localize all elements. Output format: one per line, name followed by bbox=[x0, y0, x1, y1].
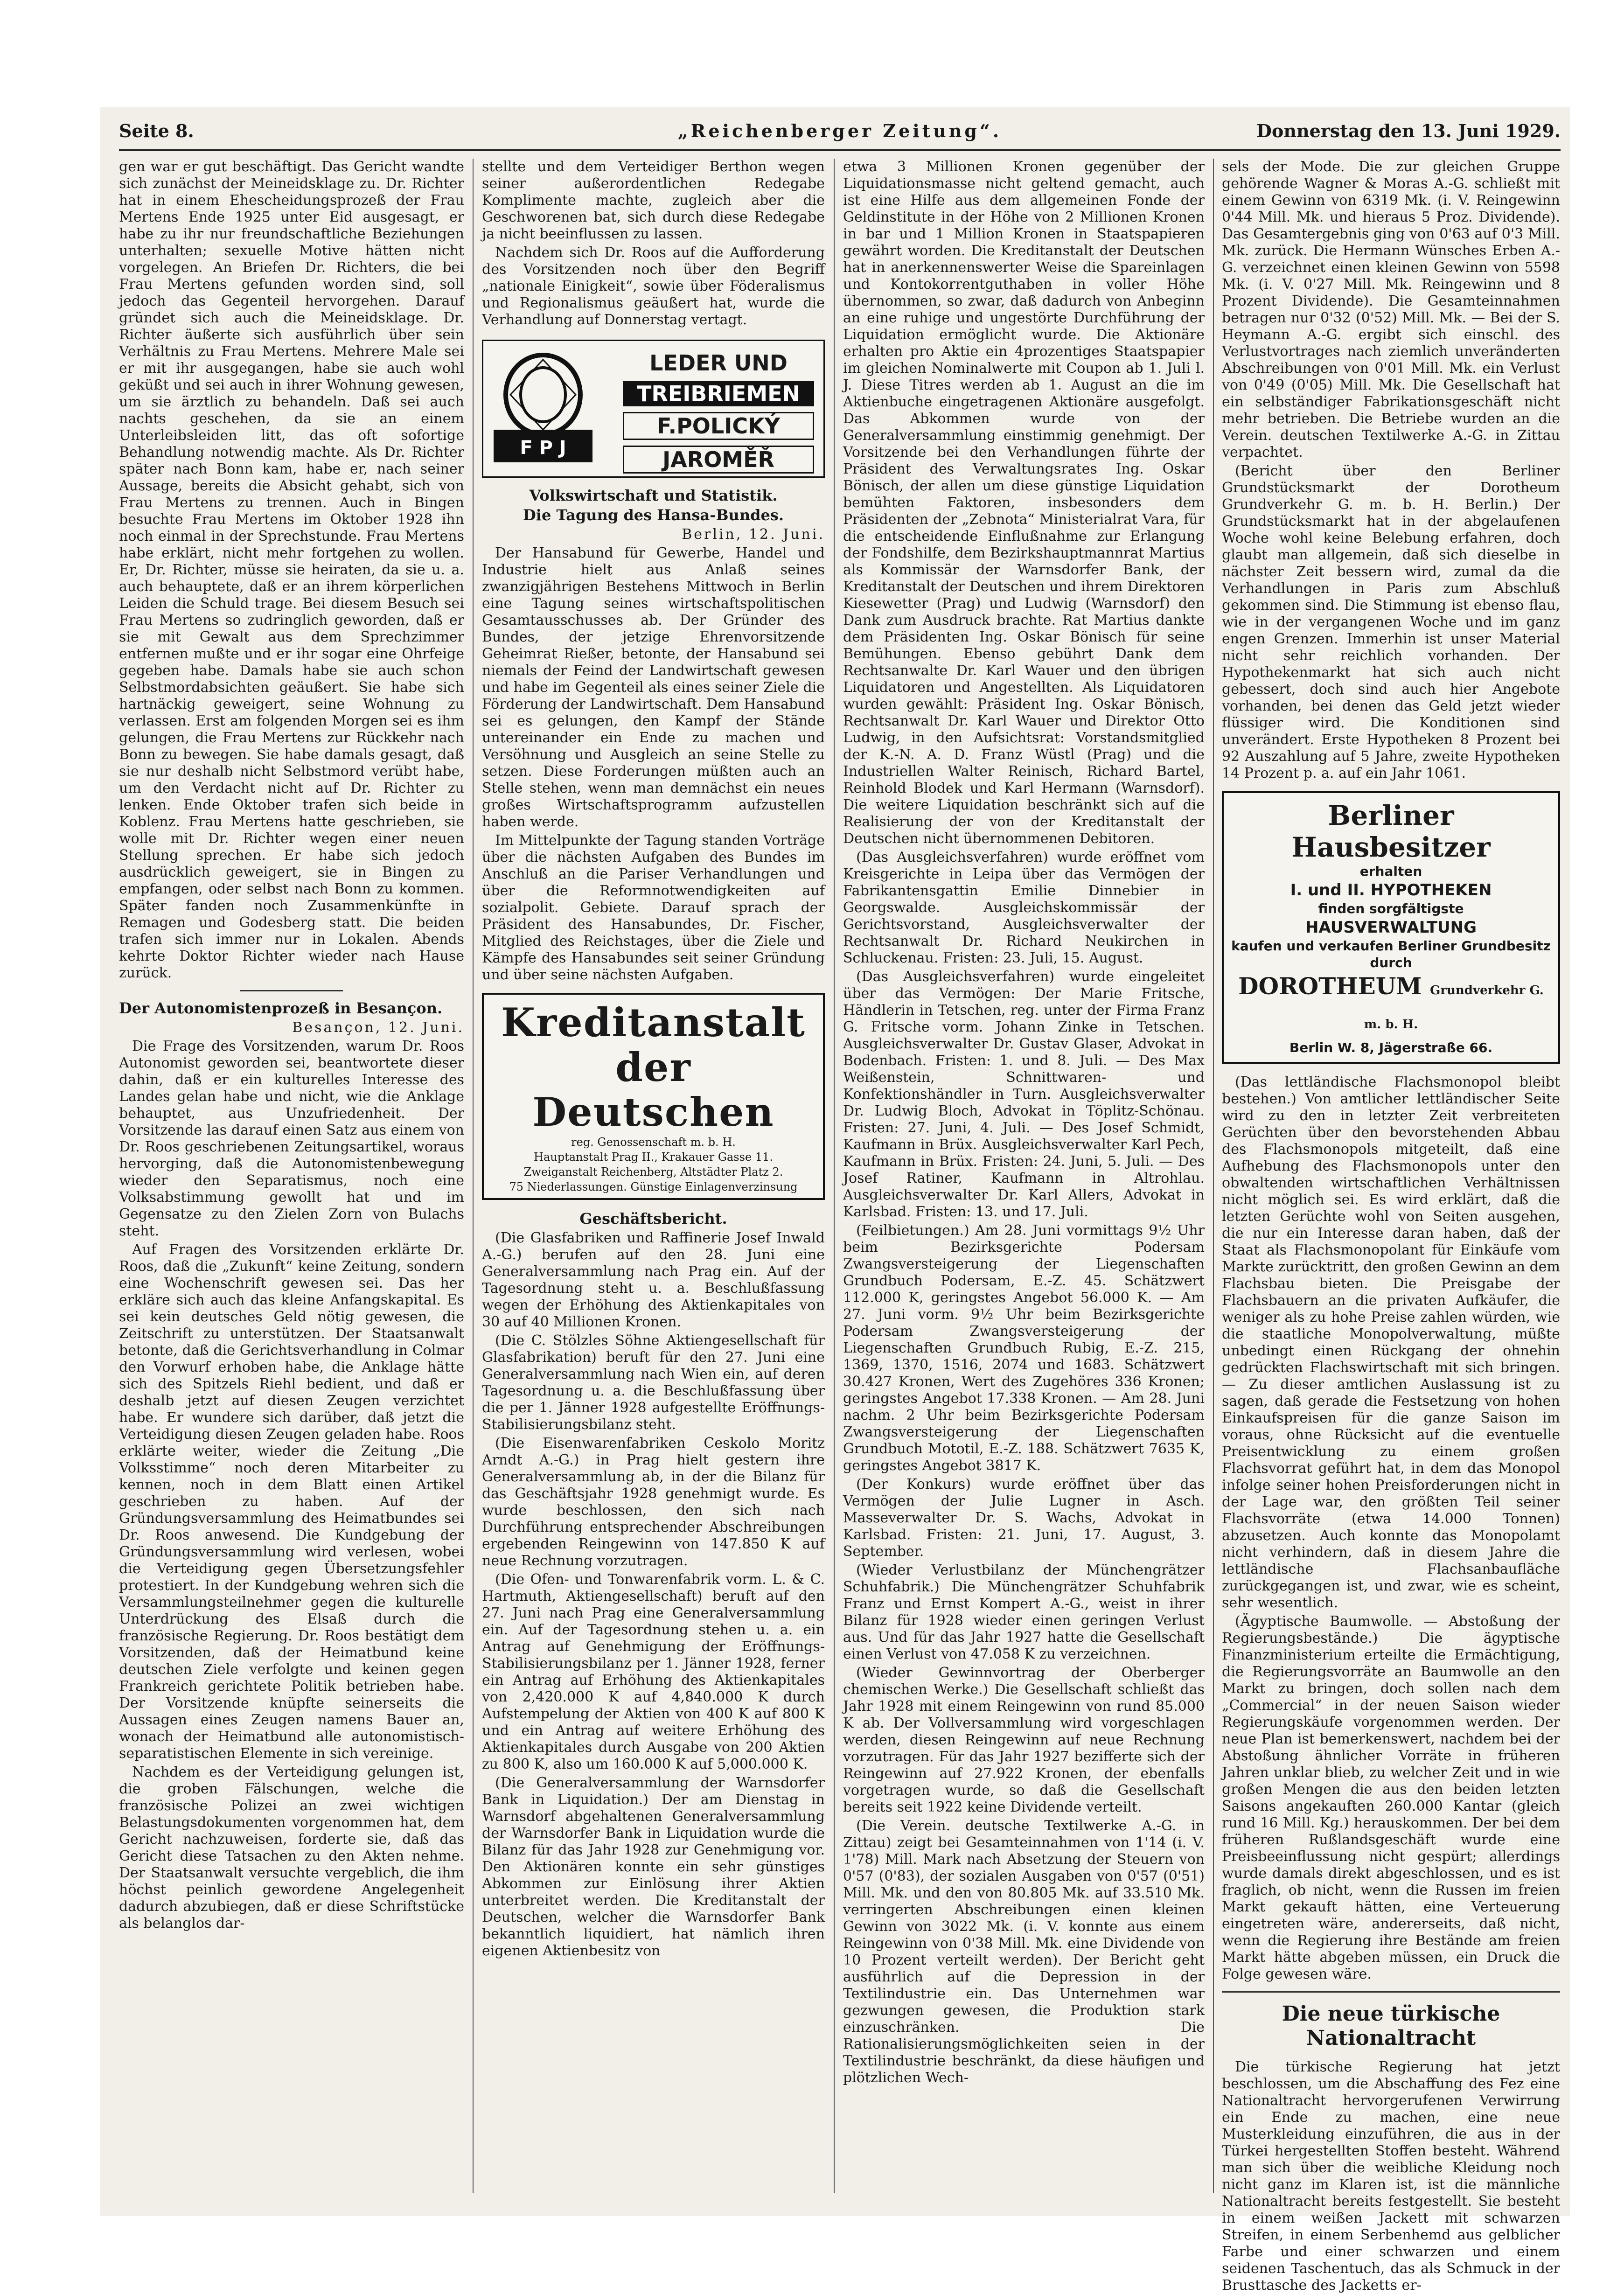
column-rule bbox=[1213, 159, 1214, 2193]
article-text: Auf Fragen des Vorsitzenden erklärte Dr. Roos, daß die „Zukunft“ keine Zeitung, sondern eine Wochenschrift gewesen sei. Das her erkläre sich auch das kleine Anfangskapital. Es sei kein deutsches Geld nötig gewesen, die Zeitschrift zu unterstützen. Der Staatsanwalt betonte, daß die Gerichtsverhandlung in Colmar den Vorwurf erhoben habe, die Anklage hätte sich des Spitzels Riehl bedient, und daß er deshalb jetzt auf diesen Zeugen verzichtet habe. Er wundere sich darüber, daß jetzt die Verteidigung diesen Zeugen geladen habe. Roos erklärte weiter, wieder die Zeitung „Die Volksstimme“ noch deren Mitarbeiter zu kennen, noch in dem Blatt einen Artikel geschrieben zu haben. Auf der Gründungsversammlung des Heimatbundes sei Dr. Roos anwesend. Die Kundgebung der Gründungsversammlung wird verlesen, wobei die Verteidigung gegen Übersetzungsfehler protestiert. In der Kundgebung wehren sich die Versammlungsteilnehmer gegen die kulturelle Unterdrückung des Elsaß durch die französische Regierung. Dr. Roos bestätigt dem Vorsitzenden, daß der Heimatbund keine deutschen Ziele verfolgte und keinen gegen Frankreich gerichtete Politik betrieben habe. Der Vorsitzende knüpfte seinerseits die Aussagen eines Zeugen namens Bauer an, wonach der Heimatbund alle autonomistisch-separatistischen Elemente in sich vereinige. bbox=[119, 1241, 464, 1762]
ad-line: kaufen und verkaufen Berliner Grundbesitz bbox=[1231, 938, 1551, 954]
article-text: (Feilbietungen.) Am 28. Juni vormittags 9½ Uhr beim Bezirksgerichte Podersam Zwangsversteigerung der Liegenschaften Grundbuch Podersam, E.-Z. 45. Schätzwert 112.000 K, geringstes Angebot 56.000 K. — Am 27. Juni vorm. 9½ Uhr beim Bezirksgerichte Podersam Zwangsversteigerung der Liegenschaften Grundbuch Rubig, E.-Z. 215, 1369, 1370, 1516, 2074 und 1683. Schätzwert 30.427 Kronen, Wert des Zugehöres 336 Kronen; geringstes Angebot 17.338 Kronen. — Am 28. Juni nachm. 2 Uhr beim Bezirksgerichte Podersam Zwangsversteigerung der Liegenschaften Grundbuch Mototil, E.-Z. 188. Schätzwert 7635 K, geringstes Angebot 3817 K. bbox=[843, 1222, 1205, 1474]
article-dateline: Besançon, 12. Juni. bbox=[292, 1019, 464, 1036]
ad-company-suffix: Grundverkehr G. m. b. H. bbox=[1364, 983, 1544, 1032]
article-text: Die türkische Regierung hat jetzt beschlossen, um die Abschaffung des Fez eine Nationaltracht hervorgerufenen Verwirrung ein Ende zu machen, eine neue Musterkleidung einzuführen, die aus in der Türkei hergestellten Stoffen besteht. Während man sich über die weibliche Kleidung noch nicht ganz im Klaren ist, ist die männliche Nationaltracht bereits festgestellt. Sie besteht in einem weißen Jackett mit schwarzen Streifen, in einem Serbenhemd aus gelblicher Farbe und einer schwarzen und einem seidenen Taschentuch, das als Schmuck in der Brusttasche des Jacketts er- bbox=[1222, 2059, 1560, 2294]
column-3 bbox=[843, 159, 1205, 2193]
ad-address: Berlin W. 8, Jägerstraße 66. bbox=[1289, 1040, 1493, 1055]
article-text: Nachdem es der Verteidigung gelungen ist, die groben Fälschungen, welche die französische Polizei an zwei wichtigen Belastungsdokumenten vorgenommen hat, dem Gericht nachzuweisen, forderte sie, daß das Gericht diese Tatsachen zu den Akten nehme. Der Staatsanwalt versuchte vergeblich, die ihm höchst peinlich gewordene Angelegenheit dadurch abzubiegen, daß er diese Schriftstücke als belanglos dar- bbox=[119, 1764, 464, 1931]
article-text: (Wieder Gewinnvortrag der Oberberger chemischen Werke.) Die Gesellschaft schließt das Jahr 1928 mit einem Reingewinn von rund 85.000 K ab. Der Vollversammlung wird vorgeschlagen werden, diesen Reingewinn auf neue Rechnung vorzutragen. Für das Jahr 1927 bezifferte sich der Reingewinn auf 27.922 Kronen, der ebenfalls vorgetragen wurde, so daß die Gesellschaft bereits seit 1922 keine Dividende verteilt. bbox=[843, 1665, 1205, 1815]
article-heading: Der Autonomistenprozeß in Besançon. bbox=[119, 999, 443, 1017]
ad-line: erhalten bbox=[1359, 864, 1422, 879]
page-number: Seite 8. bbox=[119, 120, 194, 141]
article-text: (Ägyptische Baumwolle. — Abstoßung der Regierungsbestände.) Die ägyptische Finanzministerium erteilte die Ermächtigung, die Regierungsvorräte an Baumwolle an den Markt zu bringen, doch sollen nach dem „Commercial“ in der neuen Saison wieder Regierungskäufe vorgenommen werden. Der neue Plan ist bemerkenswert, nachdem bei der Abstoßung ähnlicher Vorräte in früheren Jahren unklar blieb, zu welcher Zeit und in wie großen Mengen die aus den beiden letzten Saisons angekauften 260.000 Kantar (gleich rund 16 Mill. Kg.) herauskommen. Der bei dem früheren Rußlandsgeschäft wurde eine Preisbeeinflussung nicht gespürt; allerdings wurde damals direkt abgeschlossen, und es ist fraglich, ob nicht, wenn die Russen im freien Markt gekauft hätten, eine Verteuerung eingetreten wäre, andererseits, daß nicht, wenn die Regierung ihre Bestände am freien Markt hätte abgeben müssen, ein Druck die Folge gewesen wäre. bbox=[1222, 1613, 1560, 1982]
ad-line: finden sorgfältigste bbox=[1318, 901, 1464, 916]
article-heading: Die neue türkische Nationaltracht bbox=[1282, 2002, 1500, 2050]
article-text: (Das Ausgleichsverfahren) wurde eingeleitet über das Vermögen: Der Marie Fritsche, Händlerin in Tetschen, reg. unter der Firma Franz G. Fritsche vorm. Johann Zinke in Tetschen. Ausgleichsverwalter Dr. Gustav Glaser, Advokat in Bodenbach. Fristen: 1. und 8. Juli. — Des Max Weißenstein, Schnittwaren- und Konfektionshändler in Turn. Ausgleichsverwalter Dr. Ludwig Bloch, Advokat in Töplitz-Schönau. Fristen: 27. Juni, 4. Juli. — Des Josef Schmidt, Kaufmann in Brüx. Ausgleichsverwalter Karl Pech, Kaufmann in Brüx. Fristen: 24. Juni, 5. Juli. — Des Josef Ratiner, Kaufmann in Altrohlau. Ausgleichsverwalter Dr. Karl Allers, Advokat in Karlsbad. Fristen: 13. und 17. Juli. bbox=[843, 969, 1205, 1220]
advertisement-kreditanstalt bbox=[482, 993, 825, 1200]
ad-line: JAROMĚŘ bbox=[623, 446, 814, 474]
article-text: etwa 3 Millionen Kronen gegenüber der Liquidationsmasse nicht geltend gemacht, auch ist eine Hilfe aus dem allgemeinen Fonde der Geldinstitute in der Höhe von 2 Millionen Kronen in bar und 1 Million Kronen in Staatspapieren gewährt worden. Die Kreditanstalt der Deutschen hat in anerkennenswerter Weise die Spareinlagen und Kontokorrentguthaben in voller Höhe übernommen, so zwar, daß dadurch von Anbeginn an eine ruhige und ungestörte Durchführung der Liquidation ermöglicht wurde. Die Aktionäre erhalten pro Aktie ein 4prozentiges Staatspapier im gleichen Nominalwerte mit Coupon ab 1. Juli l. J. Diese Titres werden ab 1. August an die im Aktienbuche eingetragenen Aktionäre ausgefolgt. Das Abkommen wurde von der Generalversammlung einstimmig genehmigt. Der Vorsitzende bei den Verhandlungen führte der Präsident des Verwaltungsrates Ing. Oskar Bönisch, der allen um diese günstige Liquidation bemühten Faktoren, insbesonders dem Präsidenten der „Zebnota“ Ministerialrat Vara, für die entscheidende Einflußnahme zur Erlangung der Fondshilfe, dem Bezirkshauptmannrat Martius als Kommissär der Warnsdorfer Bank, der Kreditanstalt der Deutschen und ihrem Direktoren Kiesewetter (Prag) und Ludwig (Warnsdorf) den Dank zum Ausdruck brachte. Rat Martius dankte dem Präsidenten Ing. Oskar Bönisch für seine Bemühungen. Ebenso gebührt Dank dem Rechtsanwalte Dr. Karl Wauer und den übrigen Liquidatoren und Angestellten. Als Liquidatoren wurden gewählt: Präsident Ing. Oskar Bönisch, Rechtsanwalt Dr. Karl Wauer und Direktor Otto Ludwig, in den Aufsichtsrat: Vorstandsmitglied der K.-N. A. D. Franz Wüstl (Prag) und die Industriellen Walter Reinisch, Richard Bartel, Reinhold Blodek und Karl Hermann (Warnsdorf). Die weitere Liquidation beschränkt sich auf die Realisierung der von der Kreditanstalt der Deutschen nicht übernommenen Debitoren. bbox=[843, 159, 1205, 847]
ad-line: LEDER UND bbox=[649, 350, 788, 376]
article-text: (Die Ofen- und Tonwarenfabrik vorm. L. & C. Hartmuth, Aktiengesellschaft) beruft auf den 27. Juni nach Prag eine Generalversammlung ein. Auf der Tagesordnung stehen u. a. ein Antrag auf Genehmigung der Eröffnungs-Stabilisierungsbilanz per 1. Jänner 1928, ferner ein Antrag auf Erhöhung des Aktienkapitales von 2,420.000 K auf 4,840.000 K durch Aufstempelung der Aktien von 400 K auf 800 K und ein Antrag auf weitere Erhöhung des Aktienkapitales durch Ausgabe von 200 Aktien zu 800 K, also um 160.000 K auf 5,000.000 K. bbox=[482, 1571, 825, 1772]
article-text: (Das lettländische Flachsmonopol bleibt bestehen.) Von amtlicher lettländischer Seite wird zu den in letzter Zeit verbreiteten Gerüchten über den bevorstehenden Abbau des Flachsmonopols mitgeteilt, daß eine Aufhebung des Flachsmonopols unter den obwaltenden wirtschaftlichen Verhältnissen nicht möglich sei. Es wird erklärt, daß die letzten Gerüchte wohl von Seiten ausgehen, die nur ein Interesse daran haben, daß der Staat als Flachsmonopolant für Einkäufe vom Markte zurücktritt, den großen Gewinn an dem Flachsbau bieten. Die Preisgabe der Flachsbauern an die privaten Aufkäufer, die weniger als zu hohe Preise zahlen würden, wie die staatliche Monopolverwaltung, müßte unbedingt einen Rückgang der ohnehin gedrückten Flachswirtschaft mit sich bringen. — Zu dieser amtlichen Auslassung ist zu sagen, daß gerade die Festsetzung von hohen Einkaufspreisen für die ganze Saison im voraus, ohne Rücksicht auf die eventuelle Preisentwicklung zu einem großen Flachsvorrat geführt hat, in dem das Monopol infolge seiner hohen Preisforderungen nicht in der Lage war, den größten Teil seiner Flachsvorräte (etwa 14.000 Tonnen) abzusetzen. Auch konnte das Monopolamt nicht verhindern, daß in diesem Jahre die lettländische Flachsanbaufläche zurückgegangen ist, und zwar, wie es scheint, sehr wesentlich. bbox=[1222, 1074, 1560, 1611]
column-4 bbox=[1222, 159, 1560, 2294]
article-heading: Die Tagung des Hansa-Bundes. bbox=[523, 506, 784, 524]
ad-company-name: DOROTHEUM bbox=[1238, 972, 1422, 1000]
article-text: (Die Generalversammlung der Warnsdorfer Bank in Liquidation.) Der am Dienstag in Warnsdorf abgehaltenen Generalversammlung der Warnsdorfer Bank in Liquidation wurde die Bilanz für das Jahr 1928 zur Genehmigung vor. Den Aktionären konnte ein sehr günstiges Abkommen zur Einlösung ihrer Aktien unterbreitet werden. Die Kreditanstalt der Deutschen, welcher die Warnsdorfer Bank bekanntlich liquidiert, hat nämlich ihren eigenen Aktienbesitz von bbox=[482, 1775, 825, 1959]
advertisement-hausbesitzer bbox=[1222, 791, 1560, 1064]
article-text: (Die C. Stölzles Söhne Aktiengesellschaft für Glasfabrikation) beruft für den 27. Juni eine Generalversammlung nach Wien ein, auf deren Tagesordnung u. a. die Beschlußfassung über die per 1. Jänner 1928 aufgestellte Eröffnungs-Stabilisierungsbilanz steht. bbox=[482, 1332, 825, 1433]
article-text: (Das Ausgleichsverfahren) wurde eröffnet vom Kreisgerichte in Leipa über das Vermögen der Fabrikantensgattin Emilie Dinnebier in Georgswalde. Ausgleichskommissär der Gerichtsvorstand, Ausgleichsverwalter der Rechtsanwalt Dr. Richard Neukirchen in Schluckenau. Fristen: 23. Juli, 15. August. bbox=[843, 849, 1205, 966]
ad-line: I. und II. HYPOTHEKEN bbox=[1290, 881, 1492, 899]
article-text: gen war er gut beschäftigt. Das Gericht wandte sich zunächst der Meineidsklage zu. Dr. Richter hat in einem Ehescheidungsprozeß der Frau Mertens Ende 1925 unter Eid ausgesagt, er habe zu ihr nur freundschaftliche Beziehungen unterhalten; sexuelle Motive hätten nicht vorgelegen. An Briefen Dr. Richters, die bei Frau Mertens gefunden worden sind, soll jedoch das Gegenteil hervorgehen. Darauf gründet sich auch die Meineidsklage. Dr. Richter äußerte sich ausführlich über sein Verhältnis zu Frau Mertens. Mehrere Male sei er mit ihr ausgegangen, habe sie auch wohl geküßt und sei auch in ihrer Wohnung gewesen, um sie ärztlich zu behandeln. Daß sei auch nachts geschehen, da sie an einem Unterleibsleiden litt, das oft sofortige Behandlung notwendig machte. Als Dr. Richter später nach Bonn kam, habe er, nach seiner Aussage, bereits die Absicht gehabt, sich von Frau Mertens zu trennen. Auch in Bingen besuchte Frau Mertens im Oktober 1928 ihn noch einmal in der Sprechstunde. Frau Mertens habe erklärt, nicht mehr fortgehen zu wollen. Er, Dr. Richter, müsse sie heiraten, da sie u. a. auch behauptete, daß er an ihrem körperlichen Leiden die Schuld trage. Bei diesem Besuch sei Frau Mertens so zudringlich geworden, daß er sie mit Gewalt aus dem Sprechzimmer entfernen mußte und er ihr sogar eine Ohrfeige gegeben habe. Damals habe sie auch schon Selbstmordabsichten geäußert. Sie habe sich hartnäckig geweigert, seine Wohnung zu verlassen. Erst am folgenden Morgen sei es ihm gelungen, die Frau Mertens zur Rückkehr nach Bonn zu bewegen. Sie habe damals gesagt, daß sie nur deshalb nicht Selbstmord verübt habe, um den Verdacht nicht auf Dr. Richter zu lenken. Ende Oktober trafen sich beide in Koblenz. Frau Mertens hatte geschrieben, sie wolle mit Dr. Richter wegen einer neuen Stellung sprechen. Er habe sich jedoch ausdrücklich geweigert, sie in Bingen zu empfangen, oder selbst nach Bonn zu kommen. Später fanden noch Zusammenkünfte in Remagen und Godesberg statt. Die beiden trafen sich immer nur in Lokalen. Abends kehrte Doktor Richter wieder nach Hause zurück. bbox=[119, 159, 464, 981]
article-text: stellte und dem Verteidiger Berthon wegen seiner außerordentlichen Redegabe Komplimente machte, zugleich aber die Geschworenen bat, sich durch diese Redegabe ja nicht beeinflussen zu lassen. bbox=[482, 159, 825, 242]
ad-company bbox=[1231, 971, 1551, 1039]
ad-line: F.POLICKÝ bbox=[623, 412, 814, 440]
column-1 bbox=[119, 159, 464, 2193]
ad-title: der Deutschen bbox=[532, 1044, 774, 1135]
header-rule bbox=[119, 149, 1561, 151]
ad-title: Kreditanstalt bbox=[501, 999, 806, 1046]
ad-line: Hauptanstalt Prag II., Krakauer Gasse 11. bbox=[534, 1150, 773, 1164]
article-text: (Wieder Verlustbilanz der Münchengrätzer Schuhfabrik.) Die Münchengrätzer Schuhfabrik Franz und Ernst Kompert A.-G., weist in ihrer Bilanz für 1928 wieder einen geringen Verlust aus. Und für das Jahr 1927 hatte die Gesellschaft einen Verlust von 47.058 K zu verzeichnen. bbox=[843, 1562, 1205, 1662]
column-2 bbox=[482, 159, 825, 2193]
advertisement-leder bbox=[482, 340, 825, 478]
article-dateline: Berlin, 12. Juni. bbox=[682, 526, 825, 543]
article-text: Im Mittelpunkte der Tagung standen Vorträge über die nächsten Aufgaben des Bundes im Anschluß an die Pariser Verhandlungen und über die Reformnotwendigkeiten auf sozialpolit. Gebiete. Darauf sprach der Präsident des Hansabundes, Dr. Fischer, Mitglied des Reichstages, über die Ziele und Kämpfe des Hansabundes seit seiner Gründung und über seine nächsten Aufgaben. bbox=[482, 832, 825, 983]
newspaper-page bbox=[100, 107, 1570, 2294]
article-text: (Die Eisenwarenfabriken Ceskolo Moritz Arndt A.-G.) in Prag hielt gestern ihre Generalversammlung ab, in der die Bilanz für das Geschäftsjahr 1928 genehmigt wurde. Es wurde beschlossen, den sich nach Durchführung entsprechender Abschreibungen ergebenden Reingewinn von 147.850 K auf neue Rechnung vorzutragen. bbox=[482, 1435, 825, 1569]
ad-line: 75 Niederlassungen. Günstige Einlagenverzinsung bbox=[509, 1180, 798, 1193]
article-text: (Bericht über den Berliner Grundstücksmarkt der Dorotheum Grundverkehr G. m. b. H. Berlin.) Der Grundstücksmarkt hat in der abgelaufenen Woche wohl keine Belebung erfahren, doch glaubt man allgemein, daß sich dieselbe in nächster Zeit bessern wird, zumal da die Verhandlungen in Paris zum Abschluß gekommen sind. Die Stimmung ist ebenso flau, wie in der vergangenen Woche und im ganz engen Grenzen. Immerhin ist unser Material nicht sehr reichlich vorhanden. Der Hypothekenmarkt hat sich auch nicht gebessert, doch sind auch hier Angebote vorhanden, bei denen das Geld jetzt wieder flüssiger wird. Die Konditionen sind unverändert. Erste Hypotheken 8 Prozent bei 92 Auszahlung auf 5 Jahre, zweite Hypotheken 14 Prozent p. a. auf ein Jahr 1061. bbox=[1222, 463, 1560, 781]
newspaper-title: „Reichenberger Zeitung“. bbox=[677, 120, 1002, 141]
section-heading: Geschäftsbericht. bbox=[579, 1210, 727, 1227]
article-divider bbox=[240, 990, 343, 991]
article-text: Der Hansabund für Gewerbe, Handel und Industrie hielt aus Anlaß seines zwanzigjährigen Bestehens Mittwoch in Berlin eine Tagung seines wirtschaftspolitischen Gesamtausschusses ab. Der Gründer des Bundes, der jetzige Ehrenvorsitzende Geheimrat Rießer, betonte, der Hansabund sei niemals der Feind der Landwirtschaft gewesen und habe im Gegenteil als eines seiner Ziele die Förderung der Landwirtschaft. Dem Hansabund sei es gelungen, den Kampf der Stände untereinander ein Ende zu machen und Versöhnung und Ausgleich an seine Stelle zu setzen. Diese Forderungen müßten auch an Stelle stehen, wenn man demnächst ein neues großes Wirtschaftsprogramm aufzustellen haben werde. bbox=[482, 545, 825, 830]
svg-text:F P J: F P J bbox=[520, 437, 566, 459]
belt-pulley-emblem bbox=[492, 350, 594, 467]
column-rule bbox=[834, 159, 835, 2193]
article-text: Die Frage des Vorsitzenden, warum Dr. Roos Autonomist geworden sei, beantwortete dieser dahin, daß er ein kulturelles Interesse des Landes gelan habe und nicht, wie die Anklage behauptet, aus Unzufriedenheit. Der Vorsitzende las darauf einen Satz aus einem von Dr. Roos geschriebenen Zeitungsartikel, woraus hervorging, daß die Autonomistenbewegung wieder den Separatismus, noch eine Volksabstimmung gewollt hat und im Gegensatze zu den Zielen Zorn von Bulachs steht. bbox=[119, 1038, 464, 1239]
ad-title: Berliner Hausbesitzer bbox=[1291, 800, 1491, 863]
article-text: (Der Konkurs) wurde eröffnet über das Vermögen der Julie Lugner in Asch. Masseverwalter Dr. S. Wachs, Advokat in Karlsbad. Fristen: 21. Juni, 17. August, 3. September. bbox=[843, 1476, 1205, 1560]
masthead bbox=[119, 120, 1561, 148]
column-rule bbox=[473, 159, 474, 2193]
article-divider bbox=[1222, 1991, 1560, 1993]
article-text: Nachdem sich Dr. Roos auf die Aufforderung des Vorsitzenden noch über den Begriff „nationale Einigkeit“, sowie über Föderalismus und Regionalismus geäußert hat, wurde die Verhandlung auf Donnerstag vertagt. bbox=[482, 244, 825, 328]
ad-line: durch bbox=[1370, 955, 1412, 970]
ad-line: Zweiganstalt Reichenberg, Altstädter Platz 2. bbox=[523, 1165, 783, 1178]
issue-date: Donnerstag den 13. Juni 1929. bbox=[1256, 120, 1561, 141]
article-text: sels der Mode. Die zur gleichen Gruppe gehörende Wagner & Moras A.-G. schließt mit einem Gewinn von 6319 Mk. (i. V. Reingewinn 0'44 Mill. Mk. und hieraus 5 Proz. Dividende). Das Gesamtergebnis ging von 0'63 auf 0'3 Mill. Mk. zurück. Die Hermann Wünsches Erben A.-G. verzeichnet einen kleinen Gewinn von 5598 Mk. (i. V. 0'27 Mill. Mk. Reingewinn und 8 Prozent Dividende). Die Gesamteinnahmen betragen nur 0'32 (0'52) Mill. Mk. — Bei der S. Heymann A.-G. ergibt sich einschl. des Verlustvortrages nach ziemlich unveränderten Abschreibungen von 0'01 Mill. Mk. ein Verlust von 0'49 (0'05) Mill. Mk. Die Gesellschaft hat ein selbständiger Fabrikationsgeschäft nicht mehr betrieben. Die Betriebe wurden an die Verein. deutschen Textilwerke A.-G. in Zittau verpachtet. bbox=[1222, 159, 1560, 460]
ad-line: reg. Genossenschaft m. b. H. bbox=[571, 1136, 736, 1149]
ad-line: HAUSVERWALTUNG bbox=[1305, 918, 1477, 937]
section-heading: Volkswirtschaft und Statistik. bbox=[529, 487, 778, 504]
article-text: (Die Glasfabriken und Raffinerie Josef Inwald A.-G.) berufen auf den 28. Juni eine Generalversammlung nach Prag ein. Auf der Tagesordnung steht u. a. Beschlußfassung wegen der Erhöhung des Aktienkapitales von 30 auf 40 Millionen Kronen. bbox=[482, 1230, 825, 1330]
article-text: (Die Verein. deutsche Textilwerke A.-G. in Zittau) zeigt bei Gesamteinnahmen von 1'14 (i. V. 1'78) Mill. Mark nach Absetzung der Steuern von 0'57 (0'83), der sozialen Ausgaben von 0'57 (0'51) Mill. Mk. und den von 80.805 Mk. auf 33.510 Mk. verringerten Abschreibungen einen kleinen Gewinn von 3022 Mk. (i. V. konnte aus einem Reingewinn von 0'38 Mill. Mk. eine Dividende von 10 Prozent verteilt werden). Der Bericht geht ausführlich auf die Depression in der Textilindustrie ein. Das Unternehmen war gezwungen gewesen, die Produktion stark einzuschränken. Die Rationalisierungsmöglichkeiten seien in der Textilindustrie beschränkt, da diese häufigen und plötzlichen Wech- bbox=[843, 1818, 1205, 2086]
ad-line: TREIBRIEMEN bbox=[623, 381, 814, 406]
